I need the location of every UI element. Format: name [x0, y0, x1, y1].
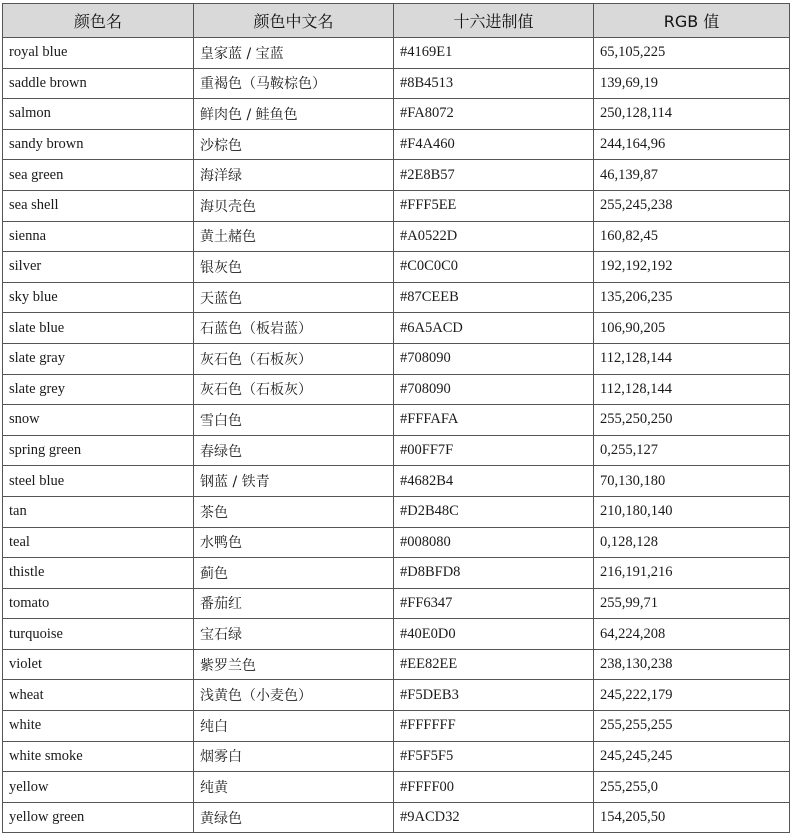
- table-header: [3, 4, 790, 38]
- cell-color-name: sky blue: [3, 282, 194, 313]
- color-table: [2, 3, 790, 833]
- cell-rgb-value: 160,82,45: [594, 221, 790, 252]
- cell-rgb-value: 112,128,144: [594, 343, 790, 374]
- cell-rgb-value: 255,255,0: [594, 772, 790, 803]
- cell-chinese-name: 纯白: [194, 711, 394, 742]
- cell-hex-value: #4682B4: [394, 466, 594, 497]
- cell-hex-value: #C0C0C0: [394, 252, 594, 283]
- table-row: [3, 711, 790, 742]
- cell-hex-value: #9ACD32: [394, 802, 594, 833]
- table-row: [3, 496, 790, 527]
- cell-hex-value: #8B4513: [394, 68, 594, 99]
- cell-color-name: saddle brown: [3, 68, 194, 99]
- cell-rgb-value: 154,205,50: [594, 802, 790, 833]
- table-row: [3, 99, 790, 130]
- table-row: [3, 374, 790, 405]
- cell-color-name: white smoke: [3, 741, 194, 772]
- cell-rgb-value: 192,192,192: [594, 252, 790, 283]
- cell-color-name: wheat: [3, 680, 194, 711]
- cell-chinese-name: 海洋绿: [194, 160, 394, 191]
- header-chinese-name: 颜色中文名: [194, 4, 394, 38]
- cell-chinese-name: 纯黄: [194, 772, 394, 803]
- table-row: [3, 435, 790, 466]
- cell-color-name: royal blue: [3, 38, 194, 69]
- cell-chinese-name: 黄土赭色: [194, 221, 394, 252]
- cell-chinese-name: 番茄红: [194, 588, 394, 619]
- table-row: [3, 221, 790, 252]
- table-row: [3, 649, 790, 680]
- cell-rgb-value: 106,90,205: [594, 313, 790, 344]
- cell-color-name: yellow green: [3, 802, 194, 833]
- cell-chinese-name: 重褐色（马鞍棕色）: [194, 68, 394, 99]
- cell-rgb-value: 255,255,255: [594, 711, 790, 742]
- cell-rgb-value: 112,128,144: [594, 374, 790, 405]
- cell-chinese-name: 水鸭色: [194, 527, 394, 558]
- cell-hex-value: #D2B48C: [394, 496, 594, 527]
- table-row: [3, 466, 790, 497]
- table-row: [3, 38, 790, 69]
- cell-hex-value: #F5F5F5: [394, 741, 594, 772]
- cell-rgb-value: 139,69,19: [594, 68, 790, 99]
- cell-chinese-name: 茶色: [194, 496, 394, 527]
- cell-hex-value: #00FF7F: [394, 435, 594, 466]
- cell-chinese-name: 浅黄色（小麦色）: [194, 680, 394, 711]
- cell-hex-value: #008080: [394, 527, 594, 558]
- cell-chinese-name: 天蓝色: [194, 282, 394, 313]
- cell-hex-value: #A0522D: [394, 221, 594, 252]
- cell-hex-value: #F5DEB3: [394, 680, 594, 711]
- table-row: [3, 680, 790, 711]
- cell-chinese-name: 沙棕色: [194, 129, 394, 160]
- cell-chinese-name: 石蓝色（板岩蓝）: [194, 313, 394, 344]
- cell-rgb-value: 245,245,245: [594, 741, 790, 772]
- cell-chinese-name: 烟雾白: [194, 741, 394, 772]
- table-row: [3, 129, 790, 160]
- cell-hex-value: #FFFAFA: [394, 405, 594, 436]
- cell-hex-value: #FA8072: [394, 99, 594, 130]
- cell-chinese-name: 灰石色（石板灰）: [194, 343, 394, 374]
- cell-chinese-name: 海贝壳色: [194, 190, 394, 221]
- cell-color-name: tomato: [3, 588, 194, 619]
- cell-rgb-value: 238,130,238: [594, 649, 790, 680]
- cell-rgb-value: 64,224,208: [594, 619, 790, 650]
- cell-hex-value: #2E8B57: [394, 160, 594, 191]
- cell-hex-value: #EE82EE: [394, 649, 594, 680]
- cell-color-name: silver: [3, 252, 194, 283]
- table-row: [3, 772, 790, 803]
- cell-hex-value: #40E0D0: [394, 619, 594, 650]
- cell-chinese-name: 黄绿色: [194, 802, 394, 833]
- header-row: [3, 4, 790, 38]
- cell-rgb-value: 210,180,140: [594, 496, 790, 527]
- cell-color-name: sea shell: [3, 190, 194, 221]
- cell-hex-value: #FFFFFF: [394, 711, 594, 742]
- cell-color-name: teal: [3, 527, 194, 558]
- table-row: [3, 405, 790, 436]
- cell-color-name: sienna: [3, 221, 194, 252]
- cell-hex-value: #87CEEB: [394, 282, 594, 313]
- cell-chinese-name: 钢蓝 / 铁青: [194, 466, 394, 497]
- cell-chinese-name: 鲜肉色 / 鲑鱼色: [194, 99, 394, 130]
- cell-color-name: steel blue: [3, 466, 194, 497]
- table-row: [3, 252, 790, 283]
- cell-color-name: sandy brown: [3, 129, 194, 160]
- header-rgb-value: RGB 值: [594, 4, 790, 38]
- cell-rgb-value: 245,222,179: [594, 680, 790, 711]
- cell-rgb-value: 216,191,216: [594, 558, 790, 589]
- cell-rgb-value: 250,128,114: [594, 99, 790, 130]
- table-row: [3, 588, 790, 619]
- cell-color-name: sea green: [3, 160, 194, 191]
- table-row: [3, 68, 790, 99]
- cell-chinese-name: 皇家蓝 / 宝蓝: [194, 38, 394, 69]
- cell-rgb-value: 135,206,235: [594, 282, 790, 313]
- cell-rgb-value: 244,164,96: [594, 129, 790, 160]
- table-row: [3, 558, 790, 589]
- table-row: [3, 619, 790, 650]
- cell-rgb-value: 65,105,225: [594, 38, 790, 69]
- cell-color-name: tan: [3, 496, 194, 527]
- cell-color-name: salmon: [3, 99, 194, 130]
- cell-color-name: slate grey: [3, 374, 194, 405]
- table-row: [3, 282, 790, 313]
- cell-hex-value: #708090: [394, 374, 594, 405]
- cell-color-name: snow: [3, 405, 194, 436]
- header-hex-value: 十六进制值: [394, 4, 594, 38]
- cell-hex-value: #FFFF00: [394, 772, 594, 803]
- table-row: [3, 343, 790, 374]
- table-body: [3, 38, 790, 833]
- cell-chinese-name: 雪白色: [194, 405, 394, 436]
- cell-color-name: yellow: [3, 772, 194, 803]
- cell-color-name: thistle: [3, 558, 194, 589]
- cell-chinese-name: 蓟色: [194, 558, 394, 589]
- cell-chinese-name: 灰石色（石板灰）: [194, 374, 394, 405]
- cell-rgb-value: 255,250,250: [594, 405, 790, 436]
- table-row: [3, 313, 790, 344]
- cell-chinese-name: 春绿色: [194, 435, 394, 466]
- cell-chinese-name: 银灰色: [194, 252, 394, 283]
- cell-hex-value: #D8BFD8: [394, 558, 594, 589]
- cell-color-name: turquoise: [3, 619, 194, 650]
- cell-color-name: slate blue: [3, 313, 194, 344]
- cell-rgb-value: 255,99,71: [594, 588, 790, 619]
- cell-hex-value: #6A5ACD: [394, 313, 594, 344]
- table-row: [3, 160, 790, 191]
- cell-color-name: violet: [3, 649, 194, 680]
- cell-color-name: white: [3, 711, 194, 742]
- table-row: [3, 802, 790, 833]
- cell-color-name: spring green: [3, 435, 194, 466]
- table-row: [3, 527, 790, 558]
- header-color-name: 颜色名: [3, 4, 194, 38]
- cell-rgb-value: 255,245,238: [594, 190, 790, 221]
- cell-hex-value: #FF6347: [394, 588, 594, 619]
- cell-rgb-value: 46,139,87: [594, 160, 790, 191]
- table-row: [3, 190, 790, 221]
- cell-chinese-name: 宝石绿: [194, 619, 394, 650]
- cell-hex-value: #FFF5EE: [394, 190, 594, 221]
- table-row: [3, 741, 790, 772]
- cell-hex-value: #F4A460: [394, 129, 594, 160]
- cell-hex-value: #4169E1: [394, 38, 594, 69]
- cell-color-name: slate gray: [3, 343, 194, 374]
- cell-rgb-value: 70,130,180: [594, 466, 790, 497]
- cell-chinese-name: 紫罗兰色: [194, 649, 394, 680]
- cell-hex-value: #708090: [394, 343, 594, 374]
- cell-rgb-value: 0,255,127: [594, 435, 790, 466]
- cell-rgb-value: 0,128,128: [594, 527, 790, 558]
